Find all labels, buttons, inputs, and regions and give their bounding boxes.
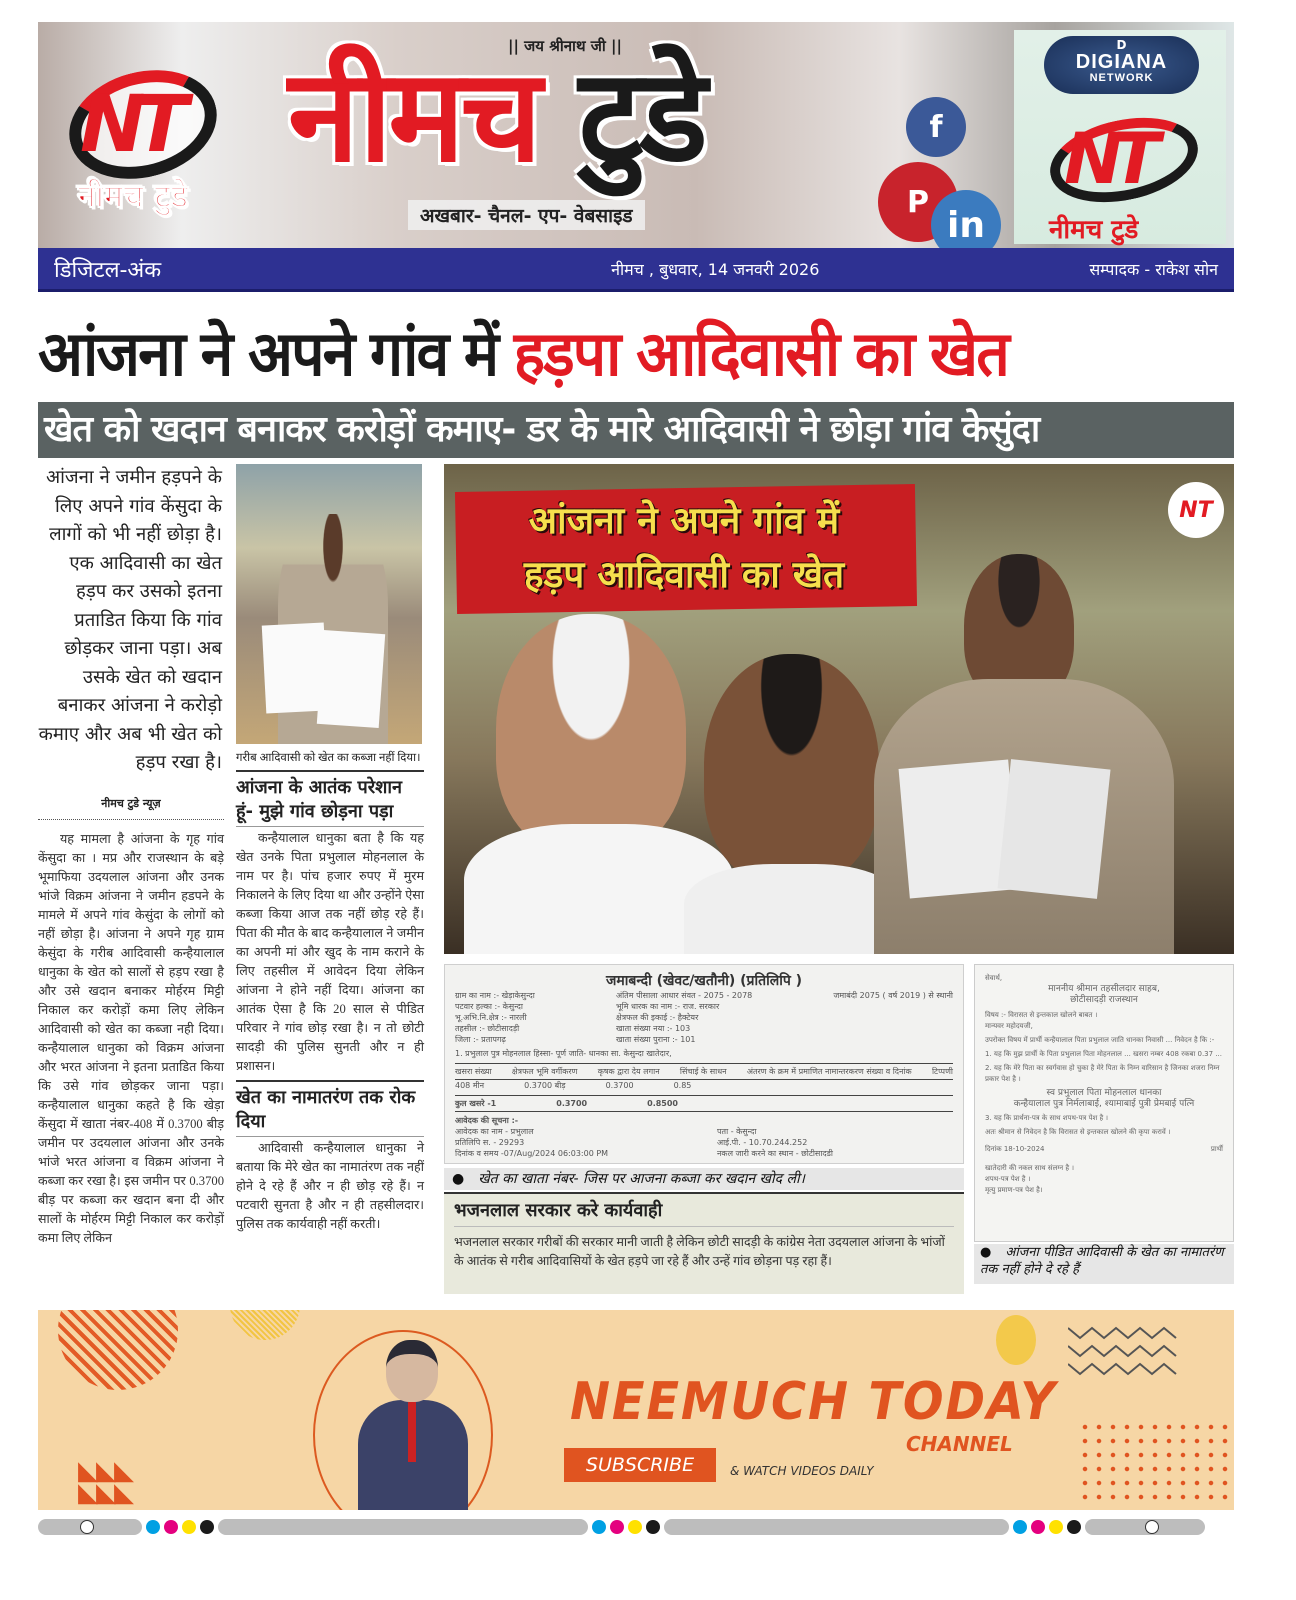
doc-owner: 1. प्रभुलाल पुत्र मोहनलाल हिस्सा- पूर्ण जाति- धानका सा. केसुन्दा खातेदार, (455, 1049, 672, 1058)
crosshair-target-icon (1145, 1520, 1159, 1534)
subscribe-button[interactable]: SUBSCRIBE (564, 1448, 716, 1482)
digiana-name: DIGIANA (1075, 51, 1168, 73)
main-photo (444, 464, 1234, 954)
black-swatch (646, 1520, 660, 1534)
column-2 (236, 464, 424, 1234)
decorative-yellow-dot (996, 1315, 1036, 1365)
jamabandi-document (444, 964, 964, 1164)
cyan-swatch (1013, 1520, 1027, 1534)
title-black: टुडे (578, 42, 704, 191)
doc-cell: 0.3700 बीड़ (524, 1081, 566, 1090)
decorative-triangles (78, 1456, 132, 1508)
photo-banner-text (474, 494, 894, 602)
corner-logo: NT (1168, 482, 1224, 538)
boxed-story (444, 1192, 964, 1294)
letter-point: उपरोक्त विषय में प्रार्थी कन्हैयालाल पिता प्रभुलाल जाति धानका निवासी ... निवेदन है कि :- (985, 1036, 1215, 1044)
document-title: जमाबन्दी (खेवट/खतौनी) (प्रतिलिपि ) (605, 973, 803, 989)
letter-subject: विषय :- विरासत से इन्तकाल खोलने बाबत । (985, 1011, 1098, 1019)
black-swatch (200, 1520, 214, 1534)
banner-line-1: आंजना ने अपने गांव में (528, 499, 840, 542)
anchor-tie (408, 1402, 416, 1462)
document-1-caption: ● खेत का खाता नंबर- जिस पर आजना कब्जा कर खदान खोद ली। (444, 1168, 964, 1190)
photo-caption: गरीब आदिवासी को खेत का कब्जा नहीं दिया। (236, 750, 424, 772)
doc-field: खाता संख्या पुराना :- 101 (616, 1035, 696, 1044)
application-letter (974, 964, 1234, 1242)
column-2-text-2: आदिवासी कन्हैयालाल धानुका ने बताया कि मेरे खेत का नामातंरण तक नहीं होने दे रहे हैं और न ही छोड़ रहे हैं। न पटवारी सुनता है और न ही तहसीलदार। पुलिस तक कार्यवाही नहीं करती। (236, 1141, 424, 1231)
blessing-text: || जय श्रीनाथ जी || (508, 37, 622, 55)
letter-enclosure: खातेदारी की नकल साथ संलग्न है । (985, 1164, 1074, 1172)
letter-place: छोटीसादड़ी राजस्थान (1070, 995, 1138, 1005)
letter-point: 1. यह कि मुझ प्रार्थी के पिता प्रभुलाल पिता मोहनलाल ... खसरा नम्बर 408 रकबा 0.37 ... (985, 1050, 1222, 1058)
doc-applicant-left (455, 1115, 608, 1159)
article-body (38, 464, 1234, 1294)
doc-field: आई.पी. - 10.70.244.252 (716, 1138, 808, 1147)
letter-point: कन्हैयालाल पुत्र निर्मलाबाई, श्यामाबाई पुत्री प्रेमबाई पत्नि (1013, 1099, 1195, 1109)
doc-field: ग्राम का नाम :- खेड़ाकेसुन्दा (455, 991, 535, 1000)
victim-photo (236, 464, 422, 744)
triangle-row: ◣◣◣ (78, 1478, 132, 1508)
registration-strip (38, 1519, 142, 1535)
doc-cell: 0.3700 (605, 1081, 634, 1090)
letter-enclosure: मृत्यु प्रमाण-पत्र पेश है। (985, 1186, 1043, 1194)
letter-point: अतः श्रीमान से निवेदन है कि विरासत से इन्तकाल खोलने की कृपा करावें । (985, 1128, 1171, 1136)
info-bar (38, 248, 1234, 292)
magenta-swatch (1031, 1520, 1045, 1534)
logo-left (48, 62, 238, 215)
registration-strip (664, 1519, 1009, 1535)
banner-line-2: हड़प आदिवासी का खेत (523, 553, 845, 596)
doc-field: दिनांक व समय -07/Aug/2024 06:03:00 PM (455, 1149, 609, 1158)
intro-text: आंजना ने जमीन हड़पने के लिए अपने गांव केंसुदा के लागों को भी नहीं छोड़ा है। एक आदिवासी का खेत हड़प कर उसको इतना प्रताडित किया कि गांव छोड़कर जाना पड़ा। अब उसके खेत को खदान बनाकर आंजना ने करोड़ो कमाए और अब भी खेत को हड़प रखा है। (38, 467, 222, 773)
document-sheet (317, 630, 385, 728)
headline-black: आंजना ने अपने गांव में (38, 317, 498, 390)
main-headline (38, 312, 1174, 396)
news-anchor-photo (358, 1340, 468, 1510)
doc-applicant-right (717, 1126, 833, 1159)
letter-greeting: मान्यवर महोदयजी, (985, 1022, 1033, 1030)
logo-right (1034, 110, 1214, 245)
channel-advertisement[interactable] (38, 1310, 1234, 1510)
letter-salutation: सेवार्थ, (985, 974, 1003, 982)
masthead (38, 22, 1234, 248)
person-2-shirt (684, 864, 904, 954)
doc-field: प्रतिलिपि स. - 29293 (455, 1138, 525, 1147)
subhead-2: खेत का नामातरंण तक रोक दिया (236, 1086, 424, 1137)
boxed-story-heading: भजनलाल सरकार करे कार्यवाही (454, 1198, 954, 1227)
logo-letters (80, 80, 179, 170)
doc-col: टिप्पणी (931, 1067, 953, 1076)
digiana-network-logo (1044, 36, 1199, 94)
column-3 (444, 464, 1234, 1294)
cyan-swatch (592, 1520, 606, 1534)
headline-red: हड़पा आदिवासी का खेत (513, 317, 1008, 390)
doc-table-header (455, 1063, 953, 1080)
doc-col: अंतरण के क्रम में प्रमाणित नामान्तरकरण संख्या व दिनांक (746, 1067, 912, 1076)
black-swatch (1067, 1520, 1081, 1534)
watch-tagline: & WATCH VIDEOS DAILY (730, 1464, 874, 1478)
doc-field: पटवार हल्का :- केसुन्दा (455, 1002, 523, 1011)
doc-field: अंतिम पीसाला आधार संवत - 2075 - 2078 (616, 991, 753, 1000)
registration-strip (218, 1519, 588, 1535)
column-1-text: यह मामला है आंजना के गृह गांव केंसुदा का । मप्र और राजस्थान के बड़े भूमाफिया उदयलाल आंजना और उनक भांजे विक्रम आंजना ने जमीन हडपने के मामले में अपने गांव केसुंदा के लोगों को नहीं छोड़ा है। आंजना ने अपने गृह ग्राम केसुंदा के गरीब आदिवासी कन्हैयालाल धानुका के खेत को सालों से हड़प रखा है और उसे खदान बनाकर मोर्हरम मिट्टी निकाल कर करोड़ों कमा लिए लेकिन आदिवासी को खेत का कब्जा नही दिया। कन्हैयालाल धानुका को विक्रम आंजना और भरत आंजना ने इतना प्रताडित किया कि उसे गांव छोड़कर जाना पड़ा। कन्हैयालाल धानुका कहते है कि खेड़ा केंसुदा में खाता नंबर-408 में 0.3700 बीड़ जमीन पर उदयलाल आंजना और उनके भांजे भरत आंजना व विक्रम आंजना ने कब्जा कर रखा है। इस जमीन पर 0.3700 बीड़ पर कब्जा कर खदान बना दी और सालों के मोर्हरम मिट्टी निकाल कर करोड़ों कमा लिए लेकिन (38, 831, 224, 1245)
sub-headline: खेत को खदान बनाकर करोड़ों कमाए- डर के मारे आदिवासी ने छोड़ा गांव केसुंदा (38, 402, 1234, 458)
doc-header-row (455, 990, 953, 1045)
column-2-text-1: कन्हैयालाल धानुका बता है कि यह खेत उनके पिता प्रभुलाल मोहनलाल के नाम पर है। पांच हजार रुपए में मुरम निकालने के लिए दिया था और उन्होंने ऐसा कब्जा किया आज तक नहीं छोड़ रहे हैं। पिता की मौत के बाद कन्हैयालाल ने जमीन का अपनी मां और खुद के नाम कराने के लिए तहसील में आवेदन दिया लेकिन आंजना ने होने नहीं दिया। आंजना का आतंक ऐसा है कि 20 साल से पीडित परिवार ने गांव छोड़ रखा है। न तो छोटी सादड़ी की पुलिस सुनती और न ही प्रशासन। (236, 829, 424, 1082)
doc-col: कृषक द्वारा देय लगान (597, 1067, 660, 1076)
tagline: अखबार- चैनल- एप- वेबसाइड (408, 200, 645, 230)
doc-field: जिला :- प्रतापगढ़ (455, 1035, 506, 1044)
channel-label: CHANNEL (906, 1432, 1013, 1456)
letter-point: स्व प्रभुलाल पिता मोहनलाल धानका (1046, 1088, 1162, 1098)
digiana-label: NETWORK (1089, 72, 1154, 84)
decorative-zigzag (1068, 1320, 1178, 1380)
person-portrait-1 (496, 614, 686, 854)
doc-table-row (455, 1080, 953, 1091)
editor-credit: सम्पादक - राकेश सोन (1089, 259, 1218, 279)
print-registration-bar (38, 1518, 1234, 1536)
logo-subtitle: नीमच टुडे (78, 177, 188, 215)
letter-date: दिनांक 18-10-2024 (985, 1145, 1045, 1153)
letter-signature-row (985, 1144, 1223, 1155)
doc-cell: 0.3700 (556, 1099, 588, 1108)
doc-field: तहसील :- छोटीसादड़ी (455, 1024, 520, 1033)
doc-header-right: जमाबंदी 2075 ( वर्ष 2019 ) से स्थानी (833, 991, 953, 1000)
facebook-icon: f (906, 97, 966, 157)
doc-field: भूमि धारक का नाम :- राज. सरकार (616, 1002, 720, 1011)
doc-table-total (455, 1095, 953, 1112)
yellow-swatch (628, 1520, 642, 1534)
registration-strip (1085, 1519, 1205, 1535)
decorative-dot-grid (1078, 1420, 1228, 1500)
letter-enclosure: शपथ-पत्र पेश है । (985, 1175, 1031, 1183)
digiana-mark: D (1116, 38, 1127, 52)
logo-letters: NT (1064, 118, 1151, 200)
channel-brand: NEEMUCH TODAY (570, 1372, 1057, 1432)
doc-field: भू.अभि.नि.क्षेत्र :- नारली (455, 1013, 527, 1022)
newspaper-title (288, 42, 704, 192)
documents-section (444, 964, 1234, 1294)
triangle-row: ◣◣◣ (78, 1456, 132, 1486)
doc-col: क्षेत्रफल भूमि वर्गीकरण (511, 1067, 578, 1076)
letter-point: 3. यह कि प्रार्थना-पत्र के साथ शपथ-पत्र पेश है । (985, 1114, 1109, 1122)
doc-field: आवेदक की सूचना :- (455, 1116, 519, 1125)
letter-addressee: माननीय श्रीमान तहसीलदार साहब, (1048, 984, 1160, 994)
person-portrait-2 (704, 654, 879, 884)
letter-point: 2. यह कि मेरे पिता का स्वर्गवास हो चुका है मेरे पिता के निम्न वारिसान है जिनका शजरा निम्न प्रकार पेश है । (985, 1064, 1220, 1083)
dateline: नीमच , बुधवार, 14 जनवरी 2026 (611, 259, 820, 279)
yellow-swatch (182, 1520, 196, 1534)
boxed-story-text: भजनलाल सरकार गरीबों की सरकार मानी जाती है लेकिन छोटी सादड़ी के कांग्रेस नेता उदयलाल आंजना के भांजों के आतंक से गरीब आदिवासियों के खेत हड़पे जा रहे हैं और उन्हें गांव छोड़ना पड़ रहा हैं। (454, 1235, 945, 1268)
linkedin-icon: in (931, 190, 1001, 248)
network-panel (1014, 30, 1226, 244)
doc-col: सिंचाई के साधन (679, 1067, 727, 1076)
logo-subtitle: नीमच टुडे (1049, 215, 1139, 245)
logo-letters-text: NT (80, 80, 179, 170)
doc-field: खाता संख्या नया :- 103 (616, 1024, 691, 1033)
crosshair-target-icon (80, 1520, 94, 1534)
doc-field: आवेदक का नाम - प्रभुलाल (455, 1127, 534, 1136)
magenta-swatch (164, 1520, 178, 1534)
cyan-swatch (146, 1520, 160, 1534)
doc-cell: 0.85 (673, 1081, 692, 1090)
doc-header-mid (616, 990, 752, 1045)
column-1 (38, 464, 224, 1248)
doc-col: खसरा संख्या (455, 1067, 492, 1076)
decorative-yellow-circle (230, 1310, 300, 1340)
edition-label: डिजिटल-अंक (54, 257, 162, 283)
pinterest-icon: P (878, 162, 958, 242)
doc-field: पता - केसुन्दा (716, 1127, 757, 1136)
doc-field: नकल जारी करने का स्थान - छोटीसादडी (716, 1149, 833, 1158)
anchor-head (386, 1340, 438, 1402)
doc-applicant (455, 1115, 953, 1159)
subhead-1: आंजना के आतंक परेशान हूं- मुझे गांव छोड़ना पड़ा (236, 776, 424, 827)
letter-applicant: प्रार्थी (1210, 1145, 1223, 1153)
magenta-swatch (610, 1520, 624, 1534)
title-red: नीमच (288, 42, 539, 191)
decorative-striped-circle (58, 1310, 178, 1390)
doc-cell: 408 मीन (455, 1081, 485, 1090)
document-2-caption: ● आंजना पीडित आदिवासी के खेत का नामातरंण तक नहीं होने दे रहे हैं (974, 1244, 1234, 1284)
doc-cell: 0.8500 (647, 1099, 678, 1108)
document-sheet (997, 759, 1110, 899)
yellow-swatch (1049, 1520, 1063, 1534)
newspaper-page (38, 22, 1234, 1294)
doc-header-left (455, 990, 535, 1045)
doc-field: क्षेत्रफल की इकाई :- हैक्टेयर (616, 1013, 699, 1022)
byline: नीमच टुडे न्यूज़ (38, 796, 224, 820)
doc-cell: कुल खसरे -1 (455, 1099, 497, 1108)
